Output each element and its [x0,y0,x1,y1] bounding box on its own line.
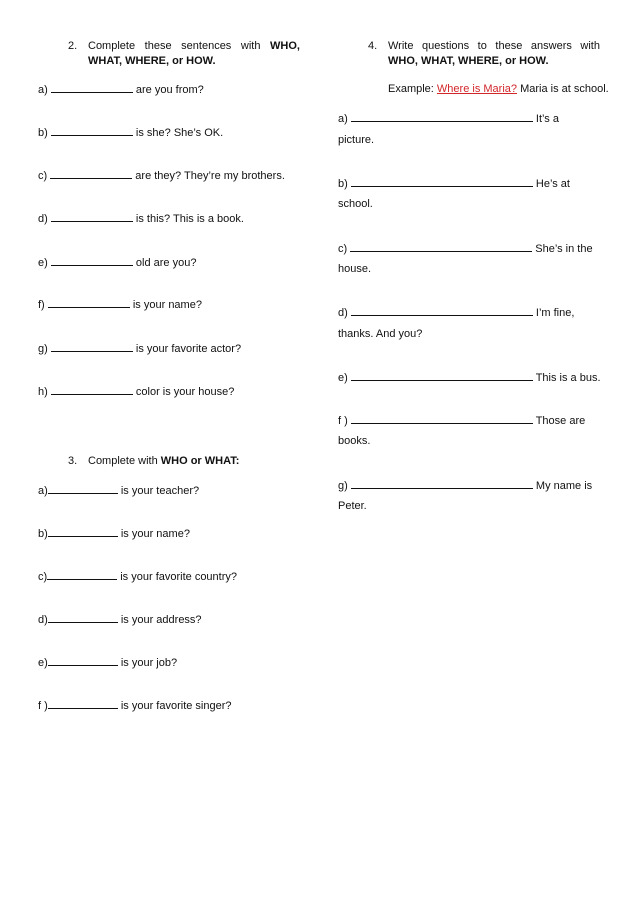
example-question: Where is Maria? [436,83,517,95]
section-4-item-cont: books. [338,435,371,447]
question-blank[interactable] [351,370,533,381]
section-2-item [38,82,204,97]
item-label: g) [338,480,348,492]
answer-blank[interactable] [48,612,118,623]
section-3-item [38,698,232,713]
item-text: color is your house? [135,386,235,398]
item-text: is your favorite actor? [135,343,242,355]
section-3-heading [68,454,288,469]
item-text: is your name? [132,299,202,311]
item-label: e) [38,257,48,269]
section-2-title-bold-1: WHO, [270,40,300,52]
section-4-number: 4. [368,40,378,52]
answer-blank[interactable] [47,569,117,580]
question-blank[interactable] [351,413,533,424]
section-4-title-bold: WHO, WHAT, WHERE, or HOW. [388,55,549,67]
section-4-title-lead: Write questions to these answers with [388,40,600,52]
item-label: b) [338,178,348,190]
section-3-title [88,454,239,469]
section-2-item [38,168,285,183]
question-blank[interactable] [351,111,533,122]
answer-blank[interactable] [50,168,132,179]
section-2-title-bold-2: WHAT, WHERE, or HOW. [88,55,216,67]
item-text: is she? She’s OK. [135,127,224,139]
section-3-number: 3. [68,455,78,467]
section-4-title [388,39,600,69]
item-label: c) [338,243,348,255]
example-label: Example: [388,83,434,95]
section-3-title-lead: Complete with [88,455,161,467]
section-4-item [338,241,593,256]
section-4-item [338,176,570,191]
answer-blank[interactable] [51,384,133,395]
section-2-item [38,341,241,356]
section-2-heading [68,39,300,69]
section-3-item [38,483,199,498]
answer-blank[interactable] [48,698,118,709]
section-3-item [38,655,177,670]
section-3-item [38,569,237,584]
answer-blank[interactable] [48,297,130,308]
item-label: c) [38,571,48,583]
section-4-item [338,413,585,428]
item-label: f) [38,299,45,311]
item-text: are you from? [135,84,204,96]
example-line [388,82,609,96]
item-text: is your name? [120,528,190,540]
section-2-item [38,211,244,226]
section-4-item [338,111,559,126]
item-label: a) [338,113,348,125]
section-2-item [38,125,223,140]
item-answer: She’s in the [535,243,593,255]
example-answer: Maria is at school. [520,83,609,95]
item-answer: Those are [535,415,586,427]
item-answer: My name is [535,480,593,492]
item-label: g) [38,343,48,355]
item-label: f ) [38,700,48,712]
answer-blank[interactable] [48,526,118,537]
item-label: a) [38,485,48,497]
section-4-item [338,305,574,320]
section-2-item [38,255,196,270]
item-label: b) [38,127,48,139]
item-answer: It’s a [535,113,559,125]
question-blank[interactable] [351,478,533,489]
item-text: is your favorite country? [120,571,238,583]
question-blank[interactable] [351,176,533,187]
section-4-item-cont: school. [338,198,373,210]
item-text: old are you? [135,257,197,269]
answer-blank[interactable] [48,655,118,666]
section-3-item [38,612,202,627]
section-2-item [38,297,202,312]
answer-blank[interactable] [48,483,118,494]
section-2-title [88,39,300,69]
answer-blank[interactable] [51,82,133,93]
item-text: is your address? [120,614,202,626]
answer-blank[interactable] [51,211,133,222]
section-2-number: 2. [68,40,78,52]
item-label: d) [338,307,348,319]
item-label: c) [38,170,48,182]
item-label: a) [38,84,48,96]
item-text: is your teacher? [120,485,200,497]
section-2-item [38,384,234,399]
section-4-item [338,478,592,493]
answer-blank[interactable] [51,255,133,266]
question-blank[interactable] [350,241,532,252]
section-4-heading [368,39,600,69]
answer-blank[interactable] [51,125,133,136]
answer-blank[interactable] [51,341,133,352]
item-answer: This is a bus. [535,372,601,384]
item-text: is your job? [120,657,178,669]
item-label: h) [38,386,48,398]
item-label: f ) [338,415,348,427]
section-4-item [338,370,601,385]
section-3-title-bold: WHO or WHAT: [160,455,240,467]
section-4-item-cont: thanks. And you? [338,328,423,340]
item-label: d) [38,614,48,626]
question-blank[interactable] [351,305,533,316]
section-2-title-lead: Complete these sentences with [88,40,271,52]
item-text: are they? They’re my brothers. [135,170,285,182]
section-4-item-cont: house. [338,263,372,275]
item-answer: I’m fine, [535,307,575,319]
item-label: e) [338,372,348,384]
item-text: is your favorite singer? [120,700,232,712]
item-label: d) [38,213,48,225]
section-3-item [38,526,190,541]
item-text: is this? This is a book. [135,213,244,225]
item-label: e) [38,657,48,669]
item-answer: He’s at [535,178,570,190]
section-4-item-cont: picture. [338,134,375,146]
section-4-item-cont: Peter. [338,500,367,512]
item-label: b) [38,528,48,540]
